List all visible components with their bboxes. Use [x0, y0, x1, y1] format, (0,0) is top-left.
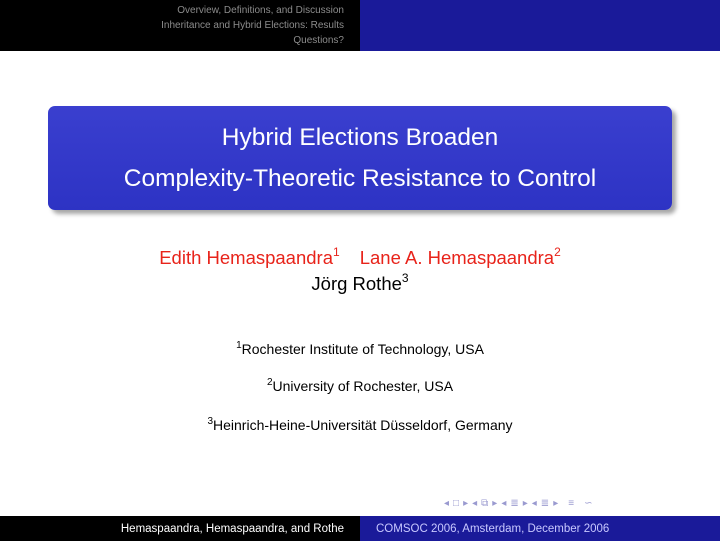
nav-section-overview[interactable]: Overview, Definitions, and Discussion [177, 5, 344, 16]
footline-event: COMSOC 2006, Amsterdam, December 2006 [360, 516, 720, 541]
nav-subsection-icon[interactable]: ⧉ [481, 497, 489, 509]
nav-frame-icon[interactable]: □ [453, 497, 460, 509]
headline-right-panel [360, 0, 720, 51]
section-navigation [0, 0, 360, 51]
nav-search-icon[interactable]: ∽ [584, 497, 593, 509]
nav-next-subsection-icon[interactable]: ▸ [492, 497, 498, 509]
title-box [48, 106, 672, 210]
institute-2: $^2$University of Rochester, USA [266, 377, 454, 394]
nav-section-questions[interactable]: Questions? [293, 35, 344, 46]
footline-authors: Hemaspaandra, Hemaspaandra, and Rothe [0, 516, 360, 541]
nav-prev-section-icon[interactable]: ◂ [501, 497, 507, 509]
author-lane: Lane A. Hemaspaandra$^2$ [359, 245, 561, 268]
authors-row-2 [0, 271, 720, 297]
headline-bar [0, 0, 720, 51]
footline [0, 516, 720, 541]
authors-block [0, 245, 720, 297]
nav-align-icon[interactable]: ≡ [568, 497, 575, 509]
institute-3: $^3$Heinrich-Heine-Universität Düsseldorf, Germany [207, 416, 513, 433]
author-joerg: Jörg Rothe$^3$ [311, 271, 409, 294]
navigation-symbols [444, 495, 592, 511]
nav-next-doc-icon[interactable]: ▸ [553, 497, 559, 509]
author-edith: Edith Hemaspaandra$^1$ [159, 245, 340, 268]
title-line-1: Hybrid Elections Broaden [221, 124, 499, 151]
nav-doc-icon[interactable]: ≣ [540, 497, 550, 509]
nav-prev-slide-icon[interactable]: ◂ [444, 497, 450, 509]
authors-row-1 [0, 245, 720, 271]
nav-prev-doc-icon[interactable]: ◂ [531, 497, 537, 509]
nav-section-results[interactable]: Inheritance and Hybrid Elections: Results [161, 20, 344, 31]
nav-section-icon[interactable]: ≣ [510, 497, 519, 509]
institute-1: $^1$Rochester Institute of Technology, USA [236, 340, 484, 357]
nav-next-slide-icon[interactable]: ▸ [463, 497, 469, 509]
nav-prev-subsection-icon[interactable]: ◂ [472, 497, 478, 509]
nav-next-section-icon[interactable]: ▸ [522, 497, 528, 509]
title-line-2: Complexity-Theoretic Resistance to Control [123, 165, 597, 192]
